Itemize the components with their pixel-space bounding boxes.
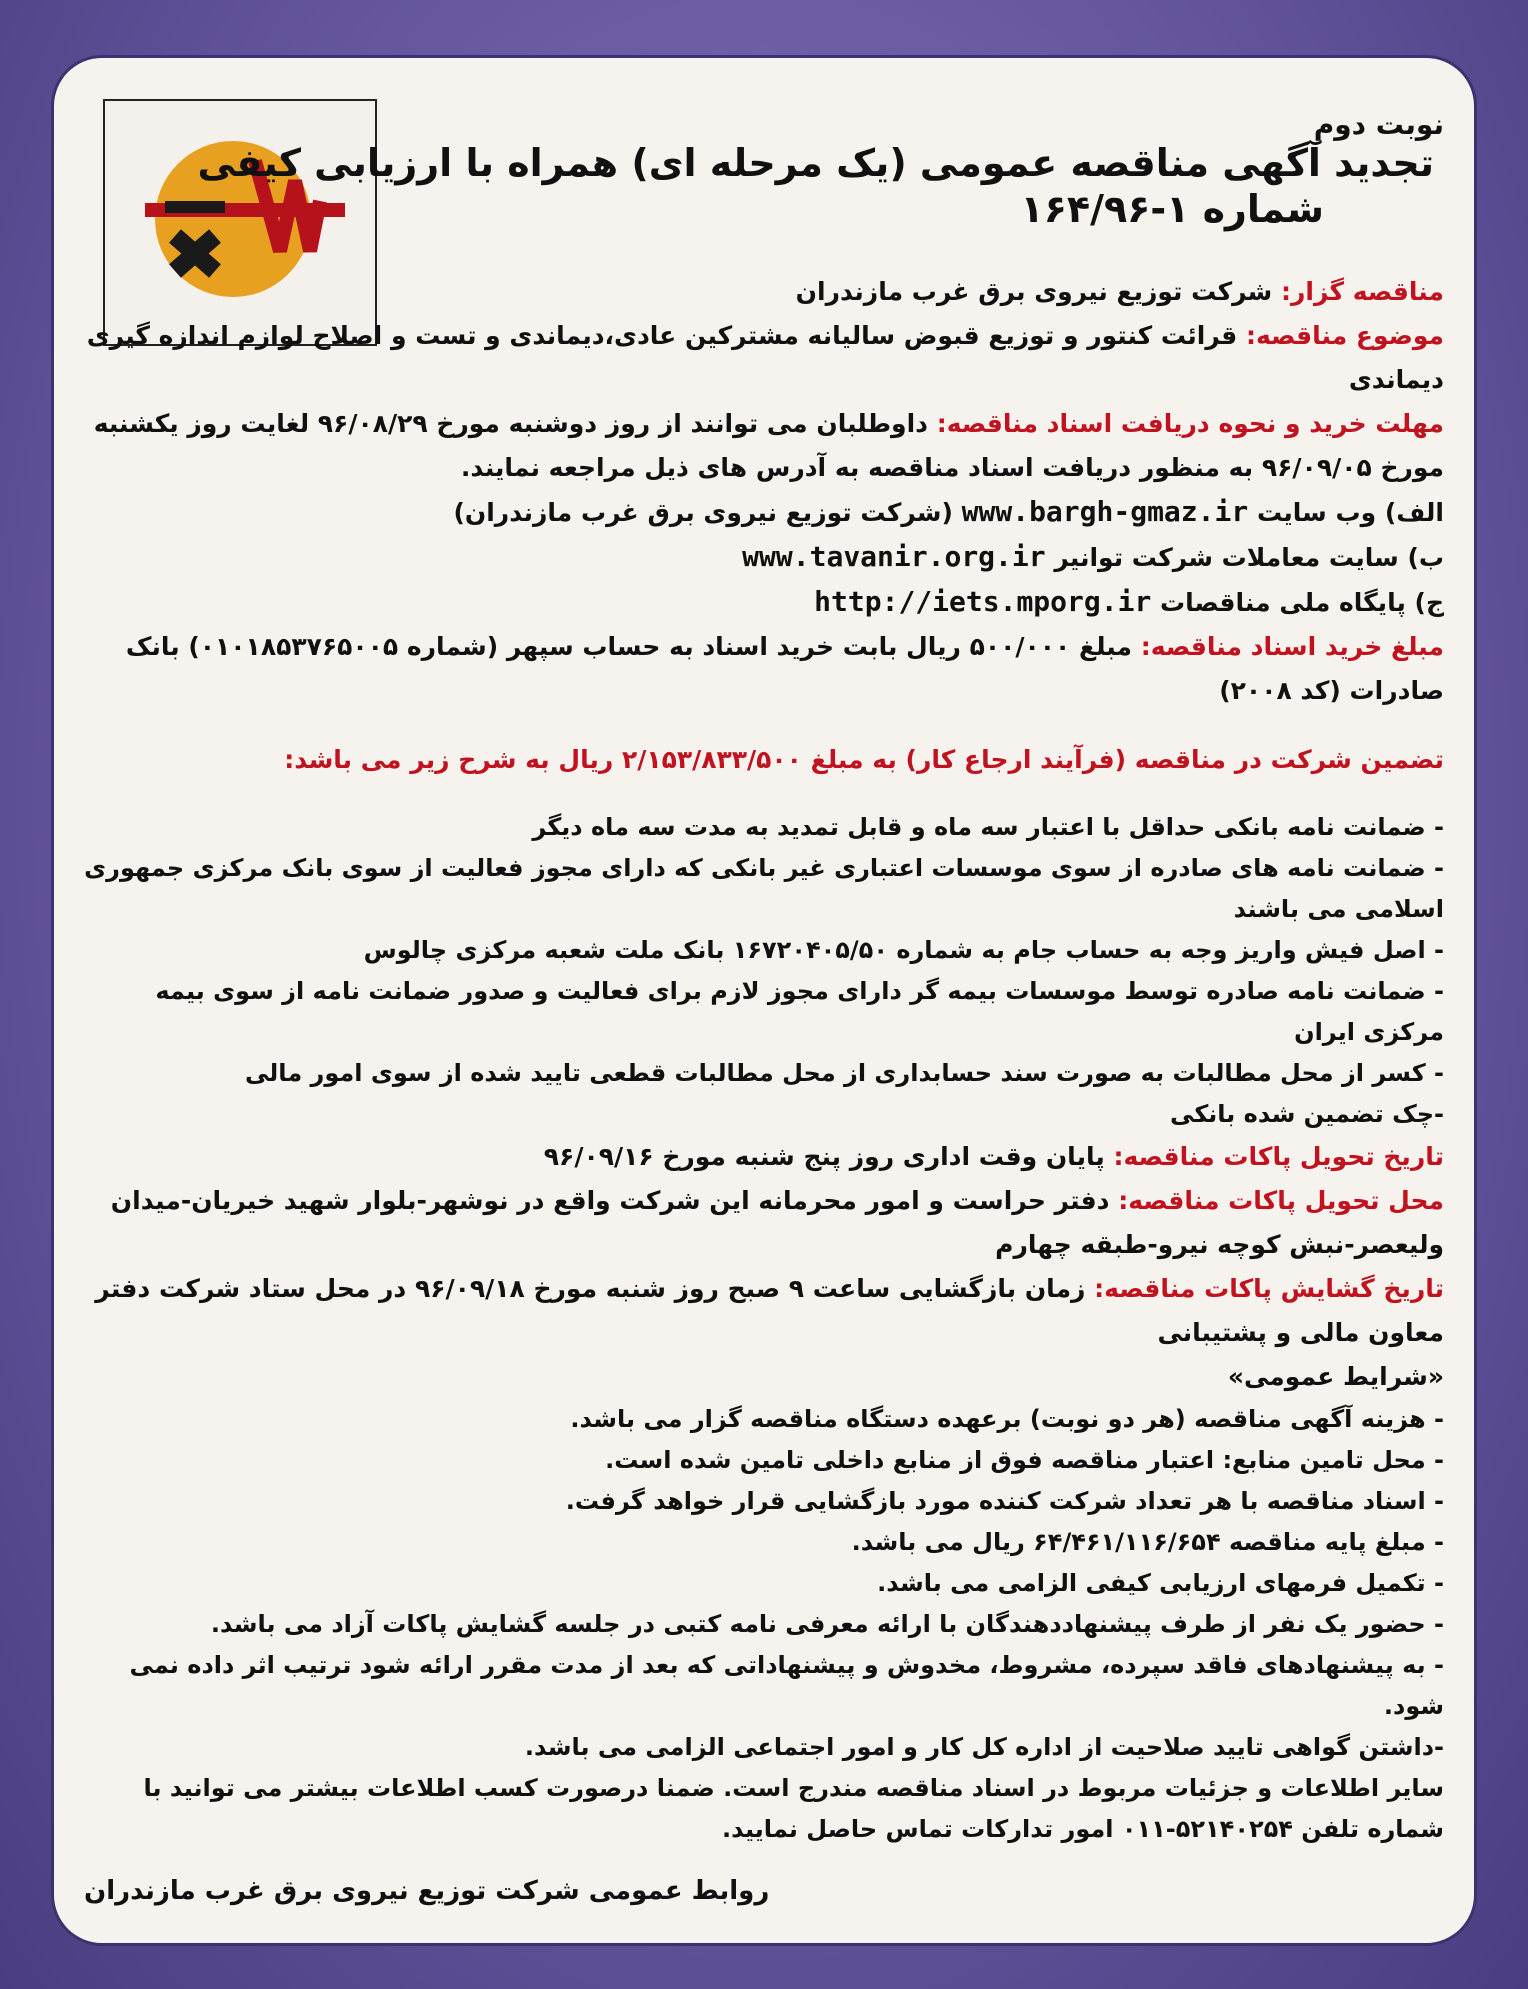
field-label: مناقصه گزار: [1281,277,1444,307]
purchase-amount [84,625,1444,713]
guarantee-item: - ضمانت نامه بانکی حداقل با اعتبار سه ماه و قابل تمدید به مدت سه ماه دیگر [532,813,1444,842]
guarantee-item: -چک تضمین شده بانکی [1170,1100,1444,1129]
field-subject [84,314,1444,402]
notice-content [84,108,1444,1928]
date-label: محل تحویل پاکات مناقصه: [1118,1186,1444,1216]
address-suffix: (شرکت توزیع نیروی برق غرب مازندران) [453,498,953,528]
field-deadline [84,402,1444,490]
field-value: قرائت کنتور و توزیع قبوض سالیانه مشترکین عادی،دیماندی و تست و اصلاح لوازم اندازه گیری دیماندی [86,321,1444,395]
field-value: داوطلبان می توانند از روز دوشنبه مورخ ۹۶/۰۸/۲۹ لغایت روز یکشنبه مورخ ۹۶/۰۹/۰۵ به منظور دریافت اسناد مناقصه به آدرس های ذیل مراجعه نمایند. [93,409,1444,483]
general-heading: «شرایط عمومی» [1227,1362,1444,1392]
delivery-place [84,1179,1444,1267]
general-item: - هزینه آگهی مناقصه (هر دو نوبت) برعهده دستگاه مناقصه گزار می باشد. [570,1405,1444,1434]
address-prefix: ب) سایت معاملات شرکت توانیر [1054,543,1444,573]
guarantee-item: - ضمانت نامه های صادره از سوی موسسات اعتباری غیر بانکی که دارای مجوز فعالیت از سوی بانک مرکزی جمهوری اسلامی می باشند [84,854,1444,924]
address-link[interactable]: www.tavanir.org.ir [742,540,1046,574]
address-tavanir [84,535,1444,580]
delivery-date [84,1135,1444,1179]
general-item: - به پیشنهادهای فاقد سپرده، مشروط، مخدوش و پیشنهاداتی که بعد از مدت مقرر ارائه شود ترتیب اثر داده نمی شود. [129,1651,1444,1721]
address-link[interactable]: www.bargh-gmaz.ir [961,495,1249,529]
general-item: - تکمیل فرمهای ارزیابی کیفی الزامی می باشد. [877,1569,1444,1598]
field-label: مهلت خرید و نحوه دریافت اسناد مناقصه: [936,409,1444,439]
address-prefix: ج) پایگاه ملی مناقصات [1160,588,1444,618]
general-item: - اسناد مناقصه با هر تعداد شرکت کننده مورد بازگشایی قرار خواهد گرفت. [565,1487,1444,1516]
public-relations-signature: روابط عمومی شرکت توزیع نیروی برق غرب مازندران [84,1876,770,1907]
notice-title: تجدید آگهی مناقصه عمومی (یک مرحله ای) همراه با ارزیابی کیفی [197,141,1434,185]
date-value: پایان وقت اداری روز پنج شنبه مورخ ۹۶/۰۹/۱۶ [543,1142,1105,1172]
address-prefix: الف) وب سایت [1256,498,1444,528]
date-value: دفتر حراست و امور محرمانه این شرکت واقع در نوشهر-بلوار شهید خیریان-میدان ولیعصر-نبش کوچه نیرو-طبقه چهارم [110,1186,1444,1260]
address-website [84,490,1444,535]
round-label: نوبت دوم [1313,108,1444,141]
general-item: - حضور یک نفر از طرف پیشنهاددهندگان با ارائه معرفی نامه کتبی در جلسه گشایش پاکات آزاد می باشد. [210,1610,1444,1639]
purchase-label: مبلغ خرید اسناد مناقصه: [1140,632,1444,662]
address-iets [84,580,1444,625]
general-item: - مبلغ پایه مناقصه ۶۴/۴۶۱/۱۱۶/۶۵۴ ریال می باشد. [851,1528,1444,1557]
field-label: موضوع مناقصه: [1246,321,1444,351]
address-link[interactable]: http://iets.mporg.ir [814,585,1152,619]
date-label: تاریخ تحویل پاکات مناقصه: [1113,1142,1444,1172]
opening-date [84,1267,1444,1355]
general-closing: سایر اطلاعات و جزئیات مربوط در اسناد مناقصه مندرج است. ضمنا درصورت کسب اطلاعات بیشتر می توانید با شماره تلفن ۵۲۱۴۰۲۵۴-۰۱۱ امور تدارکات تماس حاصل نمایید. [143,1774,1444,1844]
field-tenderer [84,270,1444,314]
general-item: -داشتن گواهی تایید صلاحیت از اداره کل کار و امور اجتماعی الزامی می باشد. [524,1733,1444,1762]
guarantee-heading: تضمین شرکت در مناقصه (فرآیند ارجاع کار) به مبلغ ۲/۱۵۳/۸۳۳/۵۰۰ ریال به شرح زیر می باشد: [284,745,1444,775]
notice-number: شماره ۱-۱۶۴/۹۶ [1020,186,1324,231]
field-value: شرکت توزیع نیروی برق غرب مازندران [795,277,1273,307]
purchase-value: مبلغ ۵۰۰/۰۰۰ ریال بابت خرید اسناد به حساب سپهر (شماره ۰۱۰۱۸۵۳۷۶۵۰۰۵) بانک صادرات (کد ۲۰۰۸) [125,632,1444,706]
guarantee-item: - ضمانت نامه صادره توسط موسسات بیمه گر دارای مجوز لازم برای فعالیت و صدور ضمانت نامه از سوی بیمه مرکزی ایران [155,977,1444,1047]
guarantee-item: - اصل فیش واریز وجه به حساب جام به شماره ۱۶۷۲۰۴۰۵/۵۰ بانک ملت شعبه مرکزی چالوس [363,936,1444,965]
date-label: تاریخ گشایش پاکات مناقصه: [1094,1274,1444,1304]
general-item: - محل تامین منابع: اعتبار مناقصه فوق از منابع داخلی تامین شده است. [605,1446,1444,1475]
date-value: زمان بازگشایی ساعت ۹ صبح روز شنبه مورخ ۹۶/۰۹/۱۸ در محل ستاد شرکت دفتر معاون مالی و پشتیبانی [95,1274,1444,1348]
guarantee-item: - کسر از محل مطالبات به صورت سند حسابداری از محل مطالبات قطعی تایید شده از سوی امور مالی [245,1059,1444,1088]
